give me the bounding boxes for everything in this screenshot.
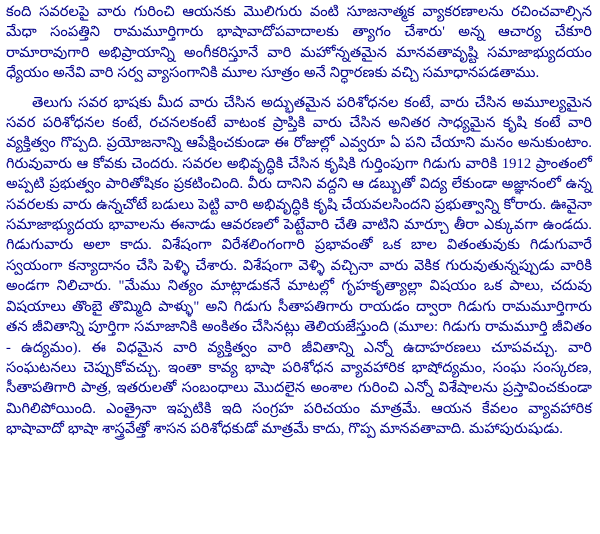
paragraph-2: తెలుగు సవర భాషకు మీద వారు చేసిన అద్భుతమైన పరిశోధనల కంటే, వారు చేసిన అమూల్యమైన సవర పరిశోధనల కంటే, రచనలకంటే వాటంక ప్రాప్తికి వారు చేసిన అనితర సాధ్యమైన కృషి కంటే వారి వ్యక్తిత్వం గొప్పది. ప్రయోజనాన్ని ఆపేక్షించకుండా ఈ రోజుల్లో ఎవ్వరూ ఏ పని చేయాని మనం అనుకుంటాం. గిరువువారు ఆ కోవకు చెందరు. సవరల అభివృద్ధికి చేసిన కృషికి గుర్తింపుగా గిడుగు వారికి 1912 ప్రాంతంలో అప్పటి ప్రభుత్వం పారితోషికం ప్రకటించింది. వీరు దానిని వద్దని ఆ డబ్బుతో విద్య లేకుండా అజ్ఞానంలో ఉన్న సవరలకు వారు ఉన్నచోటే బడులు పెట్టి వారి అభివృద్ధికి కృషి చేయవలసిందని ప్రభుత్వాన్ని కోరారు. ఊవైనా సమాజాభ్యుదయ భావాలను ఈనాడు ఆవరణలో పెట్టేవారి చేతి వాటిని మార్చూ తీరా ఎక్కువగా ఉండదు. గిడుగువారు అలా కాదు. విశేషంగా విరేశలింగంగారి ప్రభావంతో ఒక బాల వితంతువుకు గిడుగువారే స్వయంగా కన్యాదానం చేసి పెళ్ళి చేశారు. విశేషంగా వెళ్ళి వచ్చినా వారు వెకిక గురువుతున్నప్పుడు వారికి అండగా నిలిచారు. "మేము నిత్యం మాట్లాడుకనే మాటల్లో గృహకృత్యాల్లా విషయం ఒక పాలు, చదువు విషయాలు తొంబై తొమ్మిది పాళ్ళు" అని గిడుగు సీతాపతిగారు రాయడం ద్వారా గిడుగు రామమూర్తిగారు తన జీవితాన్ని పూర్తిగా సమాజానికి అంకితం చేసినట్లు తెలియజేస్తుంది (మూల: గిడుగు రామమూర్తి జీవితం - ఉద్యమం). ఈ విధమైన వారి వ్యక్తిత్వం వారి జీవితాన్ని ఎన్నో ఉదాహరణలు చూపవచ్చు. వారి సంఘటనలు చెప్పుకోవచ్చు. ఇంతా కావ్య భాషా పరిశోధన వ్యావహారిక భాషోద్యమం, సంఘ సంస్కరణ, సీతాపతిగారి పాత్ర, ఇతరులతో సంబంధాలు మొదలైన అంశాల గురించి ఎన్నో విశేషాలను ప్రస్తావించకుండా మిగిలిపోయింది. ఎంత్రైనా ఇప్పటికి ఇది సంగ్రహ పరిచయం మాత్రమే. ఆయన కేవలం వ్యావహారిక భాషావాదో భాషా శాస్త్రవేత్తో శాసన పరిశోధకుడో మాత్రమే కాదు, గొప్ప మానవతావాది. మహాపురుషుడు. [6, 94, 592, 438]
paragraph-1: కంది సవరలపై వారు గురించి ఆయనకు మొలిగురు వంటి సూజనాత్మక వ్యాకరణాలను రచించవాల్సిన మేధా సంపత్తిని రామమూర్తిగారు భాషావాదోపవాదాలకు త్యాగం చేశారు' అన్న ఆచార్య చేకూరి రామారావుగారి అభిప్రాయాన్ని అంగీకరిస్తూనే వారి మహోన్నతమైన మానవతావృష్టి సమాజాభ్యుదయం ధ్యేయం అనేవి వారి సర్వ వ్యాసంగానికి మూల సూత్రం అనే నిర్ధారణకు వచ్చి సమాధానపడతాము. [6, 4, 592, 82]
